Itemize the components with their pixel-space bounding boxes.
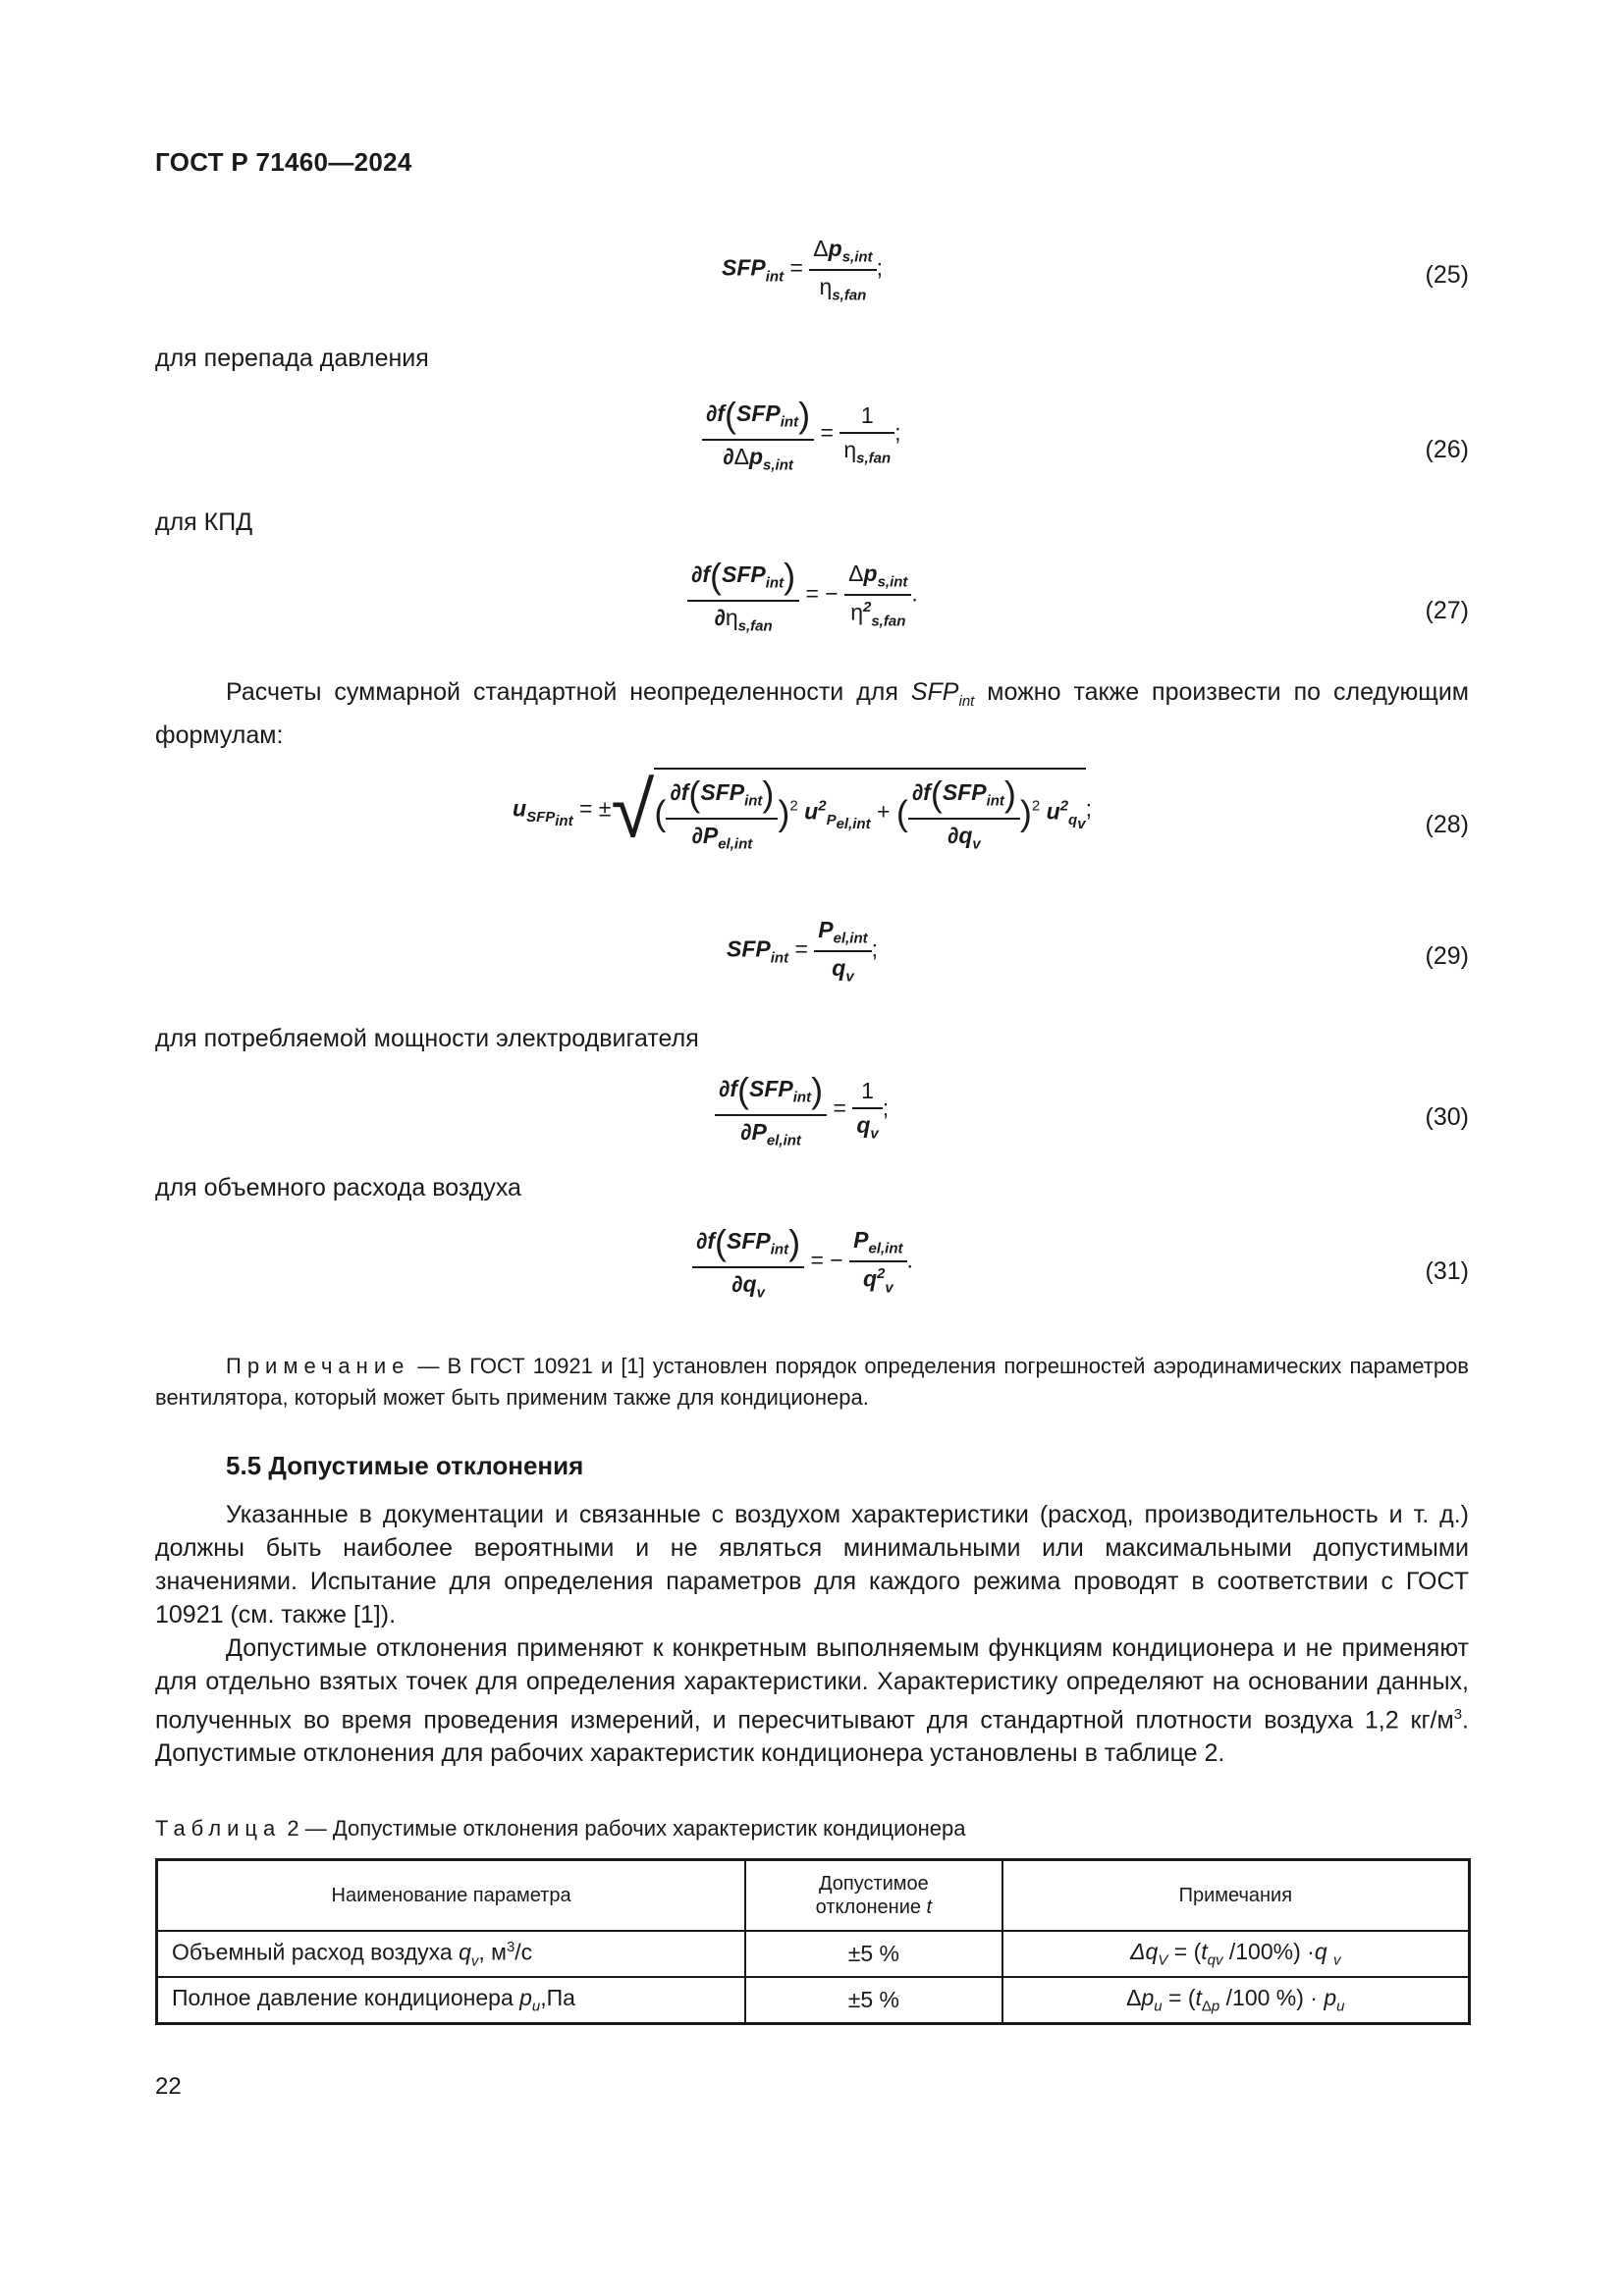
paragraph-2: Допустимые отклонения применяют к конкретным выполняемым функциям кондиционера и не применяют для отдельно взятых точек для определения характеристики. Характеристику определяют на основании данных, полученных во время проведения измерений, и пересчитывают для стандартной плотности воздуха 1,2 $кг/м^3$. Допустимые отклонения для рабочих характеристик кондиционера установлены в таблице 2. — [155, 1634, 1469, 1768]
equation-number-28: (28) — [1425, 811, 1469, 838]
equation-number-25: (25) — [1425, 261, 1469, 289]
table-row — [157, 1931, 1470, 1977]
header-parameter: Наименование параметра — [157, 1860, 746, 1932]
formula-29: $SFP_{int}$ = $\frac{P_{el,int}}{q_v}$ ; — [727, 917, 879, 986]
flow-label: для объемного расхода воздуха — [155, 1174, 521, 1201]
cell-tolerance: ±5 % — [745, 1931, 1002, 1977]
header-notes: Примечания — [1002, 1860, 1470, 1932]
note: Примечание — В ГОСТ 10921 и [1] установлен порядок определения погрешностей аэродинамических параметров вентилятора, который может быть применим также для кондиционера. — [155, 1354, 1469, 1410]
efficiency-label: для КПД — [155, 508, 253, 536]
paragraph-1: Указанные в документации и связанные с воздухом характеристики (расход, производительность и т. д.) должны быть наиболее вероятными и не являться минимальными или максимальными допустимыми значениями. Испытание для определения параметров для каждого режима проводят в соответствии с ГОСТ 10921 (см. также [1]). — [155, 1501, 1469, 1629]
cell-parameter: Полное давление кондиционера $p_u,Па$ — [157, 1977, 746, 2024]
formula-30: $\frac{\partial f(SFP_{int})}{\partial P_{el,int}}$ = $\frac{1}{q_v}$ ; — [715, 1070, 889, 1149]
table-header-row — [157, 1860, 1470, 1932]
header-tolerance: Допустимое отклонение t — [745, 1860, 1002, 1932]
cell-note-formula: $\Delta p_u = (t_{\Delta p}$ /100 %) · $p_u$ — [1002, 1977, 1470, 2024]
table-row — [157, 1977, 1470, 2024]
document-header: ГОСТ Р 71460—2024 — [155, 147, 412, 177]
pressure-label: для перепада давления — [155, 345, 429, 372]
equation-number-30: (30) — [1425, 1103, 1469, 1131]
equation-number-31: (31) — [1425, 1257, 1469, 1285]
formula-25: $SFP_{int}$ = $\frac{\Delta p_{s,int}}{\eta_{s,fan}}$ ; — [722, 236, 883, 304]
page-number: 22 — [155, 2073, 182, 2100]
section-title: 5.5 Допустимые отклонения — [226, 1451, 584, 1480]
tolerance-table — [155, 1858, 1471, 2025]
table-caption: Таблица 2 — Допустимые отклонения рабочих характеристик кондиционера — [155, 1816, 966, 1841]
cell-parameter: Объемный расход воздуха $q_v$, $м^3/с$ — [157, 1931, 746, 1977]
formula-31: $\frac{\partial f(SFP_{int})}{\partial q_v}$ = − $\frac{P_{el,int}}{q^2_v}$ . — [692, 1222, 913, 1302]
cell-note-formula: $\Delta q_V = (t_{qv}$ /100%) ·q $_v$ — [1002, 1931, 1470, 1977]
cell-tolerance: ±5 % — [745, 1977, 1002, 2024]
equation-number-29: (29) — [1425, 942, 1469, 970]
formula-27: $\frac{\partial f(SFP_{int})}{\partial\eta_{s,fan}}$ = − $\frac{\Delta p_{s,int}}{\eta^2_{s,fan}}$ . — [687, 556, 918, 635]
power-label: для потребляемой мощности электродвигателя — [155, 1025, 699, 1052]
equation-number-27: (27) — [1425, 597, 1469, 624]
equation-number-26: (26) — [1425, 436, 1469, 463]
formula-28: $u_{SFP_{int}}$ = ±√( $\frac{\partial f(SFP_{int})}{\partial P_{el,int}}$ )$^2$ $u^2_{P_{el,int}}$ + ( $\frac{\partial f(SFP_{int})}{\partial q_v}$ )$^2$ $u^2_{q_v}$; — [513, 766, 1092, 854]
calc-paragraph: Расчеты суммарной стандартной неопределенности для $SFP_{int}$ можно также произвести по следующим формулам: — [155, 678, 1469, 749]
formula-26: $\frac{\partial f(SFP_{int})}{\partial\Delta p_{s,int}}$ = $\frac{1}{\eta_{s,fan}}$ ; — [702, 395, 901, 474]
